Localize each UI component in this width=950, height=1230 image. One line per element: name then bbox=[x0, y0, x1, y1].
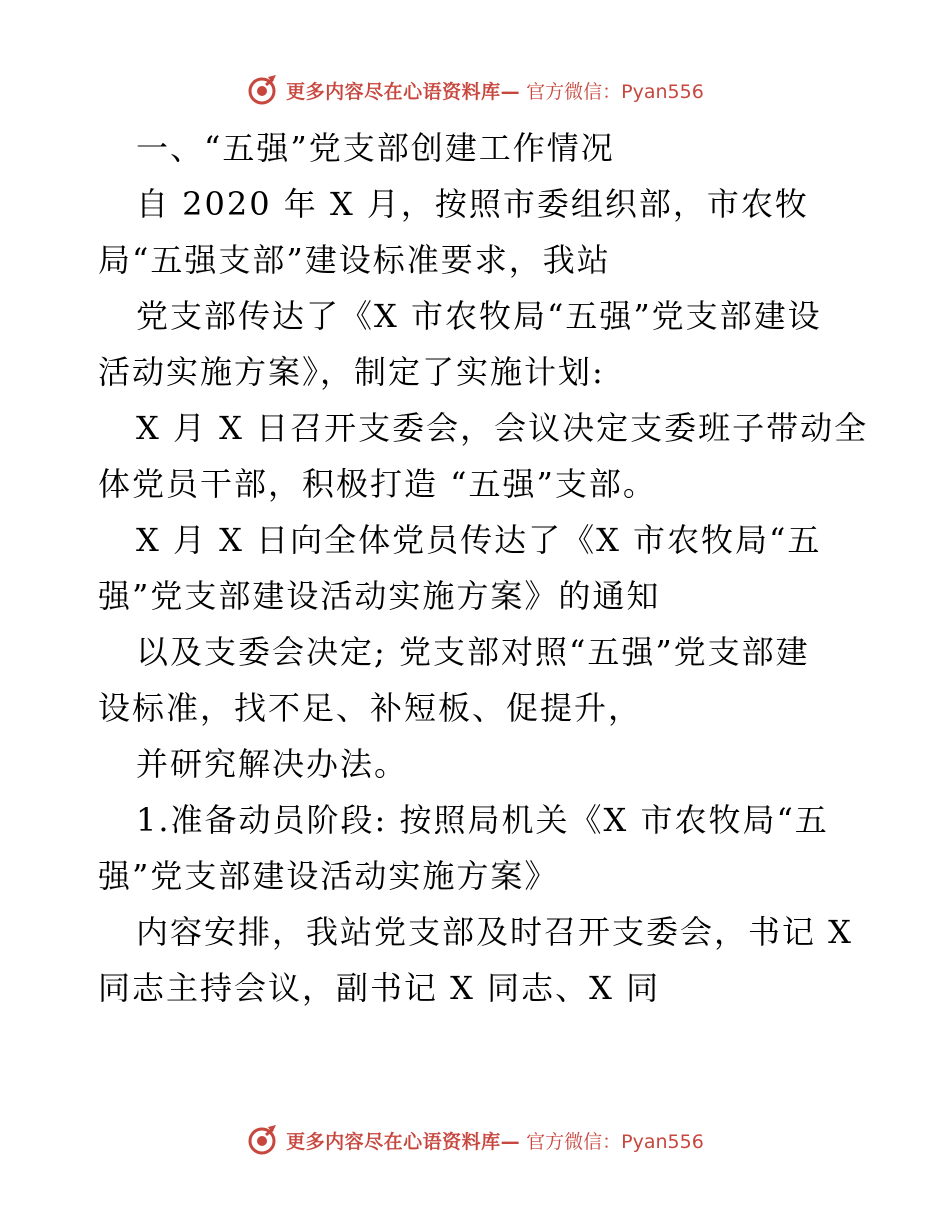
paragraph-line: 1.准备动员阶段: 按照局机关《X 市农牧局“五 bbox=[136, 801, 829, 839]
paragraph-line: 强”党支部建设活动实施方案》 bbox=[98, 857, 559, 895]
paragraph-line: 强”党支部建设活动实施方案》的通知 bbox=[98, 577, 661, 615]
header-banner bbox=[0, 70, 950, 110]
paragraph-line: 以及支委会决定; 党支部对照“五强”党支部建 bbox=[136, 633, 810, 671]
paragraph-line: 自 2020 年 X 月，按照市委组织部，市农牧 bbox=[136, 185, 809, 223]
banner-text: 更多内容尽在心语资料库— bbox=[286, 80, 521, 103]
banner-text: 更多内容尽在心语资料库— bbox=[286, 1130, 521, 1153]
section-heading: 一、“五强”党支部创建工作情况 bbox=[136, 129, 615, 167]
pen-logo-icon bbox=[246, 73, 280, 107]
paragraph-line: 活动实施方案》，制定了实施计划: bbox=[98, 353, 605, 391]
footer-banner bbox=[0, 1120, 950, 1160]
paragraph-line: 党支部传达了《X 市农牧局“五强”党支部建设 bbox=[136, 297, 822, 335]
paragraph-line: 设标准，找不足、补短板、促提升， bbox=[98, 689, 643, 727]
banner-contact: 官方微信：Pyan556 bbox=[526, 1130, 704, 1153]
paragraph-line: 并研究解决办法。 bbox=[136, 745, 409, 783]
paragraph-line: 局“五强支部”建设标准要求，我站 bbox=[98, 241, 611, 279]
document-body bbox=[98, 120, 878, 1016]
paragraph-line: X 月 X 日向全体党员传达了《X 市农牧局“五 bbox=[136, 521, 822, 559]
paragraph-line: 同志主持会议，副书记 X 同志、X 同 bbox=[98, 969, 661, 1007]
paragraph-line: X 月 X 日召开支委会，会议决定支委班子带动全 bbox=[136, 409, 869, 447]
paragraph-line: 体党员干部，积极打造 “五强”支部。 bbox=[98, 465, 657, 503]
banner-contact: 官方微信：Pyan556 bbox=[526, 80, 704, 103]
paragraph-line: 内容安排，我站党支部及时召开支委会，书记 X bbox=[136, 913, 853, 951]
pen-logo-icon bbox=[246, 1123, 280, 1157]
